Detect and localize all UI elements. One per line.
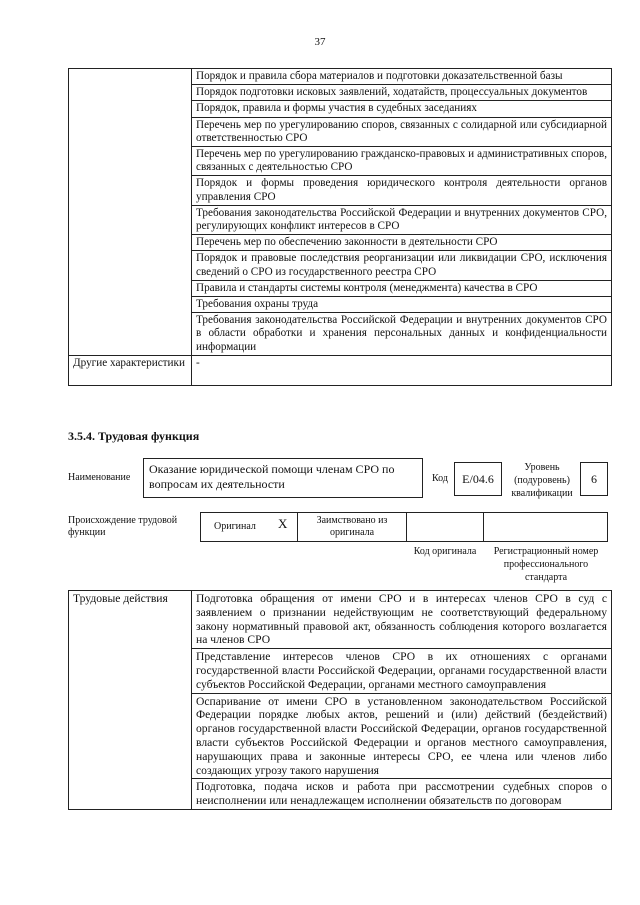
- actions-table: [68, 590, 612, 810]
- name-label: Наименование: [68, 472, 131, 483]
- knowledge-table: [68, 68, 612, 386]
- table-cell: Требования законодательства Российской Федерации и внутренних документов СРО в области обработки и хранения персональных данных и конфиденциальности информации: [192, 313, 612, 356]
- section-title: 3.5.4. Трудовая функция: [68, 429, 200, 443]
- code-label: Код: [432, 473, 448, 484]
- reg-caption: Регистрационный номер профессионального стандарта: [493, 546, 599, 583]
- table-cell: Порядок, правила и формы участия в судебных заседаниях: [192, 101, 612, 117]
- borrowed-label: Заимствовано из оригинала: [316, 515, 388, 538]
- origin-label: Происхождение трудовой функции: [68, 515, 178, 538]
- page-number: 37: [314, 36, 326, 48]
- actions-label: Трудовые действия: [69, 591, 192, 810]
- table-row: [69, 355, 612, 385]
- other-characteristics-label: Другие характеристики: [69, 355, 192, 385]
- table-cell: Подготовка обращения от имени СРО и в интересах членов СРО в суд с заявлением о признании недействующим не соответствующий федеральному закону нормативный правовой акт, обязанность соблюдения которого возлагается на членов СРО: [192, 591, 612, 649]
- original-mark: X: [278, 516, 288, 531]
- code-value: E/04.6: [454, 462, 502, 496]
- table-cell: Требования охраны труда: [192, 297, 612, 313]
- original-code-cell: [406, 512, 484, 542]
- reg-number-cell: [483, 512, 608, 542]
- other-characteristics-value: -: [192, 355, 612, 385]
- table-cell: Перечень мер по урегулированию гражданско-правовых и административных споров, связанных с деятельностью СРО: [192, 147, 612, 176]
- table-row: [69, 69, 612, 85]
- table-cell: Перечень мер по обеспечению законности в деятельности СРО: [192, 235, 612, 251]
- table-cell: Перечень мер по урегулированию споров, связанных с солидарной или субсидиарной ответственностью СРО: [192, 117, 612, 146]
- table-cell: Правила и стандарты системы контроля (менеджмента) качества в СРО: [192, 280, 612, 296]
- table-cell: Порядок и правовые последствия реорганизации или ликвидации СРО, исключения сведений о СРО из государственного реестра СРО: [192, 251, 612, 280]
- original-label: Оригинал: [214, 521, 256, 532]
- level-label: Уровень (подуровень) квалификации: [511, 462, 573, 499]
- table-row: [69, 591, 612, 649]
- table-cell: Оспаривание от имени СРО в установленном законодательством Российской Федерации порядке любых актов, решений и (или) действий (бездействий) органов государственной власти Российской Федерации, органов государственной власти субъектов Российской Федерации и органов местного самоуправления, нарушающих права и законные интересы СРО, ее члена или членов либо создающих угрозу такого нарушения: [192, 693, 612, 779]
- table-cell: Порядок и правила сбора материалов и подготовки доказательственной базы: [192, 69, 612, 85]
- level-value: 6: [580, 462, 608, 496]
- table-cell: Порядок подготовки исковых заявлений, ходатайств, процессуальных документов: [192, 85, 612, 101]
- table-cell: Представление интересов членов СРО в их отношениях с органами государственной власти Российской Федерации, органами государственной власти субъектов Российской Федерации, органами местного самоуправления: [192, 649, 612, 693]
- function-name: Оказание юридической помощи членам СРО по вопросам их деятельности: [143, 458, 423, 498]
- table-cell: Подготовка, подача исков и работа при рассмотрении судебных споров о неисполнении или ненадлежащем исполнении обязательств по договорам: [192, 779, 612, 810]
- table-cell-empty: [69, 69, 192, 356]
- table-cell: Порядок и формы проведения юридического контроля деятельности органов управления СРО: [192, 176, 612, 205]
- code-caption: Код оригинала: [413, 546, 477, 557]
- table-cell: Требования законодательства Российской Федерации и внутренних документов СРО, регулирующих конфликт интересов в СРО: [192, 205, 612, 234]
